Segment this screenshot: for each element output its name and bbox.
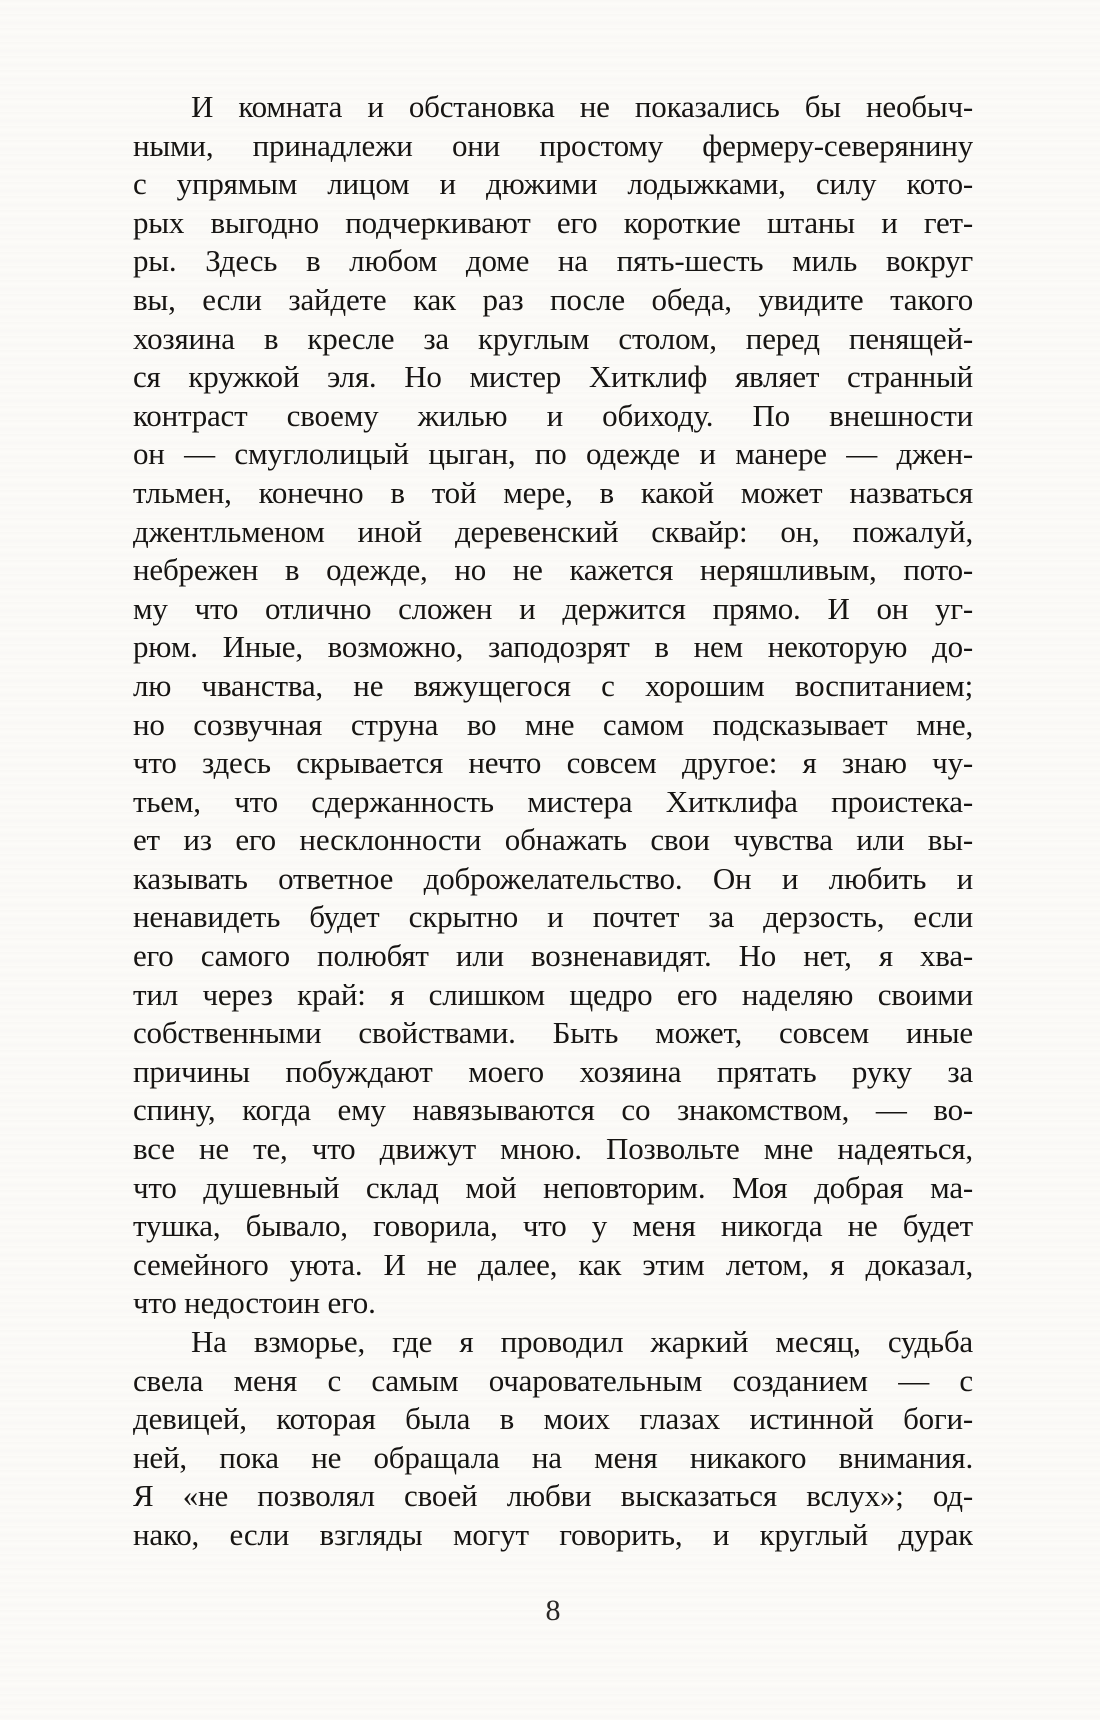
text-line: тльмен, конечно в той мере, в какой может назваться	[133, 474, 973, 510]
text-line: Я «не позволял своей любви высказаться вслух»; од-	[133, 1478, 973, 1514]
text-line: казывать ответное доброжелательство. Он и любить и	[133, 860, 973, 896]
text-line: его самого полюбят или возненавидят. Но нет, я хва-	[133, 938, 973, 974]
page-number: 8	[545, 1594, 561, 1627]
text-line: небрежен в одежде, но не кажется неряшливым, пото-	[133, 552, 973, 588]
text-line: джентльменом иной деревенский сквайр: он, пожалуй,	[133, 513, 973, 549]
text-line: но созвучная струна во мне самом подсказывает мне,	[133, 706, 973, 742]
text-line: девицей, которая была в моих глазах истинной боги-	[133, 1401, 973, 1437]
paragraph	[133, 88, 973, 1323]
page-text	[133, 88, 973, 1555]
text-line: контраст своему жилью и обиходу. По внешности	[133, 397, 973, 433]
text-line: И комната и обстановка не показались бы необыч-	[191, 89, 973, 124]
text-line: вы, если зайдете как раз после обеда, увидите такого	[133, 281, 973, 317]
text-line: семейного уюта. И не далее, как этим летом, я доказал,	[133, 1246, 973, 1282]
text-line: ся кружкой эля. Но мистер Хитклиф являет странный	[133, 359, 973, 395]
text-line: ными, принадлежи они простому фермеру-северянину	[133, 127, 973, 163]
text-line: ет из его несклонности обнажать свои чувства или вы-	[133, 822, 973, 858]
text-line: На взморье, где я проводил жаркий месяц, судьба	[191, 1324, 973, 1359]
text-line: что душевный склад мой неповторим. Моя добрая ма-	[133, 1169, 973, 1205]
text-line: тушка, бывало, говорила, что у меня никогда не будет	[133, 1208, 973, 1244]
text-line: лю чванства, не вяжущегося с хорошим воспитанием;	[133, 667, 973, 703]
text-line: что недостоин его.	[133, 1285, 376, 1321]
text-line: хозяина в кресле за круглым столом, перед пенящей-	[133, 320, 973, 356]
text-line: все не те, что движут мною. Позвольте мне надеяться,	[133, 1131, 973, 1167]
text-line: собственными свойствами. Быть может, совсем иные	[133, 1015, 973, 1051]
text-line: спину, когда ему навязываются со знакомством, — во-	[133, 1092, 973, 1128]
text-line: ры. Здесь в любом доме на пять-шесть миль вокруг	[133, 243, 973, 279]
text-line: му что отлично сложен и держится прямо. И он уг-	[133, 590, 973, 626]
text-line: с упрямым лицом и дюжими лодыжками, силу кото-	[133, 166, 973, 202]
text-line: что здесь скрывается нечто совсем другое: я знаю чу-	[133, 745, 973, 781]
text-line: рых выгодно подчеркивают его короткие штаны и гет-	[133, 204, 973, 240]
text-line: тьем, что сдержанность мистера Хитклифа проистека-	[133, 783, 973, 819]
text-line: ненавидеть будет скрытно и почтет за дерзость, если	[133, 899, 973, 935]
text-line: причины побуждают моего хозяина прятать руку за	[133, 1053, 973, 1089]
text-line: рюм. Иные, возможно, заподозрят в нем некоторую до-	[133, 629, 973, 665]
paragraph	[133, 1323, 973, 1555]
text-line: тил через край: я слишком щедро его наделяю своими	[133, 976, 973, 1012]
text-line: нако, если взгляды могут говорить, и круглый дурак	[133, 1516, 973, 1552]
text-line: он — смуглолицый цыган, по одежде и манере — джен-	[133, 436, 973, 472]
text-line: ней, пока не обращала на меня никакого внимания.	[133, 1439, 973, 1475]
text-line: свела меня с самым очаровательным созданием — с	[133, 1362, 973, 1398]
